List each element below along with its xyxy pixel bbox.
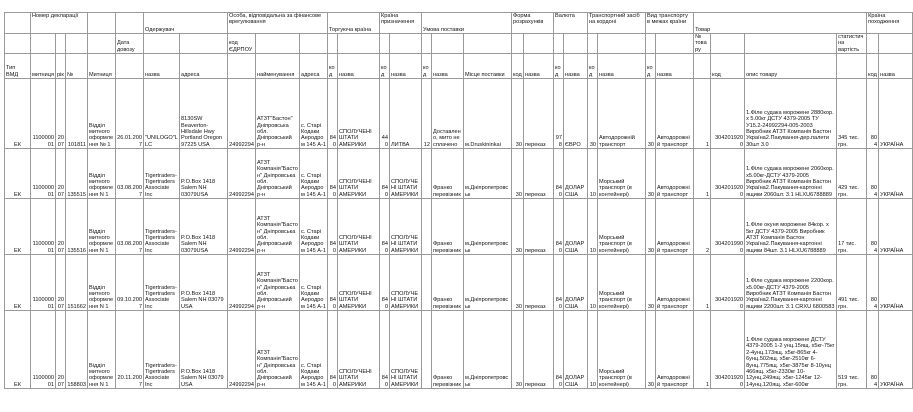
cell-ti-code: 30 (646, 79, 656, 149)
cell-tb-code: 10 (588, 255, 598, 311)
cell-origin-code: 804 (867, 311, 879, 389)
cell-trade-code: 840 (328, 311, 338, 389)
cell-desc: 1.Філе судака морожене 2880кор. х 5.00кг ДСТУ 4379-2005 ТУ У15.2-24992294-005-2003 Виробник АТЗТ Компанія Бастон Україна2.Пакування-дер.палети 30шт 3.0 (745, 79, 837, 149)
cell-no: 151662 (66, 255, 88, 311)
number-header: № (66, 54, 88, 79)
cell-consignee: Tigertraders-Tigertraders Associate Inc (144, 199, 180, 255)
origin-country-header: Країна походження (867, 13, 913, 34)
cell-year: 2007 (56, 199, 66, 255)
table-row (5, 255, 913, 311)
cell-date: 26.01.2007 (116, 79, 144, 149)
cell-trade-code: 840 (328, 199, 338, 255)
cell-ti-name: Автодорожній транспорт (656, 79, 694, 149)
cell-no: 135515 (66, 149, 88, 199)
cell-place: м.Дніпропетровськ (464, 311, 512, 389)
cell-date: 09.10.2007 (116, 255, 144, 311)
cell-place: м.Druskininkai (464, 79, 512, 149)
cell-desc: 1.Філе окуня морожене 84кор. х 5кг ДСТУ 4379-2005 Виробник АТЗТ Компанія Бастон Україна2.Пакування-картонні ящики 84шт. 3.1 HLXU6788889 (745, 199, 837, 255)
cell-office: Відділ митного оформле ння N 1 (88, 149, 116, 199)
cell-desc: 1.Філе судака морожене 2060кор. х5.00кг-ДСТУ 4379-2005 Виробник АТЗТ Компанія Бастон Україна2.Пакування-картонні ящики 2060шт. 3.1 HLXU6788889 (745, 149, 837, 199)
cell-dest-code: 840 (380, 149, 390, 199)
cell-tb-name: Автодорожній транспорт (598, 79, 646, 149)
cell-consignee-addr: P.O.Box 1418 Salem NH 03079USA (180, 149, 228, 199)
cell-pay-code: 30 (512, 79, 524, 149)
cell-customs: 110000001 (31, 199, 56, 255)
cell-consignee-addr: 8130SW Beaverton-Hillsdale Hwy Portland Oregon 97225 USA (180, 79, 228, 149)
cell-goods-no: 1 (694, 255, 711, 311)
consignee-header: Одержувач (144, 13, 228, 34)
cell-pay-code: 30 (512, 149, 524, 199)
cell-pay-name: переказ (524, 199, 554, 255)
cell-type: ЕК (5, 311, 31, 389)
cell-trade-name: СПОЛУЧЕНІ ШТАТИ АМЕРИКИ (338, 79, 380, 149)
cell-ti-name: Автодорожній транспорт (656, 255, 694, 311)
cell-cur-name: ДОЛАР США (564, 149, 588, 199)
cell-dest-name: ЛИТВА (390, 79, 422, 149)
cell-trade-name: СПОЛУЧЕНІ ШТАТИ АМЕРИКИ (338, 199, 380, 255)
cell-cur-name: ДОЛАР США (564, 199, 588, 255)
cell-stat: 491 тис. грн. (837, 255, 867, 311)
delivery-place-header: Місце поставки (464, 54, 512, 79)
cell-fin-addr: с. Старі Кодаки Аеродром 145 А-1 (300, 79, 328, 149)
year-header: рік (56, 54, 66, 79)
fin-name-header: найменування (256, 54, 300, 79)
cell-terms-name: Франко перевізник (432, 149, 464, 199)
cell-dest-name: СПОЛУЧЕНІ ШТАТИ АМЕРИКИ (390, 149, 422, 199)
dest-name-header: назва (390, 54, 422, 79)
cell-trade-name: СПОЛУЧЕНІ ШТАТИ АМЕРИКИ (338, 149, 380, 199)
cell-terms-code: 12 (422, 79, 432, 149)
cell-customs: 110000001 (31, 255, 56, 311)
cell-edrpou: 24992294 (228, 255, 256, 311)
cell-ti-name: Автодорожній транспорт (656, 149, 694, 199)
table-row (5, 311, 913, 389)
cell-goods-no: 2 (694, 199, 711, 255)
cell-office: Відділ митного оформле ння N 1 (88, 311, 116, 389)
cell-desc: 1.Філе судака морожене ДСТУ 4379-2005 1-2 унц.15ящ. х5кг-75кг 2-4унц.173ящ. х5кг-865кг 4-6унц.502ящ. х5кг-2510кг 6-8унц.775ящ. х5кг-3875кг 8-10унц 466ящ. х5кг-2330кг 10-12унц.249ящ. х5кг-1245кг 12-14унц.120ящ. х5кг-600кг (745, 311, 837, 389)
goods-number-header: № товару (694, 34, 711, 54)
cell-place: м.Дніпропетровськ (464, 255, 512, 311)
cell-origin-name: УКРАЇНА (879, 149, 913, 199)
cell-edrpou: 24992294 (228, 311, 256, 389)
goods-code-header: код (711, 54, 745, 79)
cell-cur-name: ДОЛАР США (564, 255, 588, 311)
cell-goods-code: 3042019200 (711, 311, 745, 389)
cell-trade-code: 840 (328, 79, 338, 149)
customs-declarations-sheet (4, 12, 904, 389)
cell-year: 2007 (56, 255, 66, 311)
cell-trade-name: СПОЛУЧЕНІ ШТАТИ АМЕРИКИ (338, 255, 380, 311)
date-header: Дата довозу (116, 34, 144, 54)
terms-code-header: код (422, 54, 432, 79)
table-header (5, 13, 913, 79)
currency-header: Валюта (554, 13, 588, 34)
cell-terms-name: Франко перевізник (432, 255, 464, 311)
cell-consignee: "UNILOGO"LLC (144, 79, 180, 149)
origin-code-header: код (867, 54, 879, 79)
stat-value-header: статистична вартість (837, 34, 867, 54)
cell-office: Відділ митного оформле ння N 1 (88, 255, 116, 311)
cell-dest-name: СПОЛУЧЕНІ ШТАТИ АМЕРИКИ (390, 199, 422, 255)
goods-header: Товар (694, 13, 867, 34)
cell-cur-name: ЄВРО (564, 79, 588, 149)
trade-code-header: код (328, 54, 338, 79)
cell-trade-name: СПОЛУЧЕНІ ШТАТИ АМЕРИКИ (338, 311, 380, 389)
cell-fin-name: АТЗТ Компанія"Бастон" Дніпровська обл. Дніпровський р-н (256, 311, 300, 389)
cell-goods-code: 3042019200 (711, 149, 745, 199)
cell-origin-code: 804 (867, 199, 879, 255)
cell-origin-code: 804 (867, 255, 879, 311)
table-body (5, 79, 913, 389)
cell-terms-name: Франко перевізник (432, 311, 464, 389)
cell-customs: 110000001 (31, 79, 56, 149)
origin-name-header: назва (879, 54, 913, 79)
cell-origin-name: УКРАЇНА (879, 199, 913, 255)
cell-pay-name: переказ (524, 311, 554, 389)
cell-office: Відділ митного оформле ння № 1 (88, 79, 116, 149)
cell-fin-name: АТЗТ Компанія"Бастон" Дніпровська обл. Дніпровський р-н (256, 149, 300, 199)
cell-edrpou: 24992294 (228, 199, 256, 255)
cell-ti-name: Автодорожній транспорт (656, 199, 694, 255)
pay-code-header: код (512, 54, 524, 79)
cell-tb-name: Морський транспорт (в контейнері) (598, 311, 646, 389)
cell-origin-name: УКРАЇНА (879, 255, 913, 311)
cell-tb-code: 10 (588, 311, 598, 389)
cell-cur-code: 978 (554, 79, 564, 149)
cell-fin-addr: с. Старі Кодаки Аеродром 145 А-1 (300, 199, 328, 255)
cell-edrpou: 24992294 (228, 149, 256, 199)
cell-consignee: Tigertraders-Tigertraders Associate Inc (144, 311, 180, 389)
cell-customs: 110000001 (31, 311, 56, 389)
dest-code-header: код (380, 54, 390, 79)
cell-terms-code (422, 255, 432, 311)
cell-trade-code: 840 (328, 255, 338, 311)
cell-year: 2007 (56, 79, 66, 149)
cell-dest-code: 840 (380, 311, 390, 389)
cell-no: 158803 (66, 311, 88, 389)
cell-ti-code: 30 (646, 311, 656, 389)
cell-goods-no: 1 (694, 311, 711, 389)
destination-country-header: Країна призначення (380, 13, 422, 34)
cell-tb-name: Морський транспорт (в контейнері) (598, 255, 646, 311)
cell-ti-code: 30 (646, 149, 656, 199)
cell-origin-name: УКРАЇНА (879, 79, 913, 149)
declarations-table (4, 12, 913, 389)
ti-name-header: назва (656, 54, 694, 79)
cell-pay-code: 30 (512, 199, 524, 255)
cell-consignee: Tigertraders-Tigertraders Associate Inc (144, 149, 180, 199)
type-header: Тип ВМД (5, 54, 31, 79)
cell-terms-name: Доставлено, мито не сплачено (432, 79, 464, 149)
cell-ti-name: Автодорожній транспорт (656, 311, 694, 389)
edrpou-header: код ЄДРПОУ (228, 34, 256, 54)
financial-person-header: Особа, відповідальна за фінансове врегулювання (228, 13, 328, 34)
payment-form-header: Форма розрахунків (512, 13, 554, 34)
cell-place: м.Дніпропетровськ (464, 149, 512, 199)
tb-code-header: код (588, 54, 598, 79)
cell-stat: 429 тис. грн. (837, 149, 867, 199)
cell-pay-code: 30 (512, 311, 524, 389)
cell-date: 03.08.2007 (116, 149, 144, 199)
cell-edrpou: 24992294 (228, 79, 256, 149)
cell-cur-code: 840 (554, 255, 564, 311)
cell-origin-code: 804 (867, 149, 879, 199)
ti-code-header: код (646, 54, 656, 79)
table-row (5, 149, 913, 199)
cell-no: 101811 (66, 79, 88, 149)
cell-fin-name: АТЗТ Компанія"Бастон" Дніпровська обл. Дніпровський р-н (256, 255, 300, 311)
cell-fin-addr: с. Старі Кодаки Аеродром 145 А-1 (300, 149, 328, 199)
cell-tb-code: 30 (588, 79, 598, 149)
pay-name-header: назва (524, 54, 554, 79)
cell-dest-code: 840 (380, 199, 390, 255)
cell-tb-code: 10 (588, 149, 598, 199)
cell-fin-addr: с. Старі Кодаки Аеродром 145 А-1 (300, 311, 328, 389)
table-row (5, 199, 913, 255)
cell-pay-code: 30 (512, 255, 524, 311)
cell-fin-name: АТЗТ"Бастон" Дніпровська обл. Дніпровський р-н (256, 79, 300, 149)
cur-code-header: код (554, 54, 564, 79)
consignee-address-header: адреса (180, 54, 228, 79)
cell-goods-code: 3042019200 (711, 255, 745, 311)
cell-dest-name: СПОЛУЧЕНІ ШТАТИ АМЕРИКИ (390, 311, 422, 389)
cur-name-header: назва (564, 54, 588, 79)
cell-terms-code (422, 199, 432, 255)
cell-pay-name: переказ (524, 255, 554, 311)
customs-office-header: Митниця (88, 54, 116, 79)
cell-terms-name: Франко перевізник (432, 199, 464, 255)
cell-cur-code: 840 (554, 311, 564, 389)
cell-goods-no: 1 (694, 79, 711, 149)
cell-dest-name: СПОЛУЧЕНІ ШТАТИ АМЕРИКИ (390, 255, 422, 311)
declaration-number-header: Номер декларації (31, 13, 88, 34)
cell-type: ЕК (5, 255, 31, 311)
cell-fin-name: АТЗТ Компанія"Бастон" Дніпровська обл. Дніпровський р-н (256, 199, 300, 255)
terms-name-header: назва (432, 54, 464, 79)
cell-type: ЕК (5, 149, 31, 199)
transport-border-header: Транспортний засіб на кордоні (588, 13, 646, 34)
table-row (5, 79, 913, 149)
trade-country-header: Торгуюча країна (328, 13, 380, 34)
cell-place: м.Дніпропетровськ (464, 199, 512, 255)
trade-name-header: назва (338, 54, 380, 79)
cell-origin-code: 804 (867, 79, 879, 149)
cell-no: 135516 (66, 199, 88, 255)
cell-goods-no: 1 (694, 149, 711, 199)
cell-goods-code: 3042019900 (711, 199, 745, 255)
cell-trade-code: 840 (328, 149, 338, 199)
delivery-terms-header: Умова поставки (422, 13, 512, 34)
cell-stat: 519 тис. грн. (837, 311, 867, 389)
cell-consignee: Tigertraders-Tigertraders Associate Inc (144, 255, 180, 311)
cell-year: 2007 (56, 311, 66, 389)
cell-desc: 1.Філе судака морожене 2200кор. х5.00кг-ДСТУ 4379-2005 Виробник АТЗТ Компанія Бастон Україна2.Пакування-картонні ящики 2200шт. 3.1 CRXU 6800583 (745, 255, 837, 311)
cell-cur-code: 840 (554, 149, 564, 199)
cell-pay-name: переказ (524, 79, 554, 149)
cell-customs: 110000001 (31, 149, 56, 199)
fin-address-header: адреса (300, 54, 328, 79)
cell-cur-code: 840 (554, 199, 564, 255)
cell-dest-code: 840 (380, 255, 390, 311)
goods-desc-header: опис товару (745, 54, 837, 79)
cell-consignee-addr: P.O.Box 1418 Salem NH 03079 USA (180, 255, 228, 311)
cell-tb-code: 10 (588, 199, 598, 255)
cell-date: 03.08.2007 (116, 199, 144, 255)
cell-consignee-addr: P.O.Box 1418 Salem NH 03079 USA (180, 311, 228, 389)
cell-type: ЕК (5, 79, 31, 149)
tb-name-header: назва (598, 54, 646, 79)
cell-origin-name: УКРАЇНА (879, 311, 913, 389)
cell-cur-name: ДОЛАР США (564, 311, 588, 389)
cell-goods-code: 3042019200 (711, 79, 745, 149)
cell-date: 20.11.2007 (116, 311, 144, 389)
cell-tb-name: Морський транспорт (в контейнері) (598, 199, 646, 255)
cell-terms-code (422, 149, 432, 199)
customs-header: митниця (31, 54, 56, 79)
cell-dest-code: 440 (380, 79, 390, 149)
cell-consignee-addr: P.O.Box 1418 Salem NH 03079USA (180, 199, 228, 255)
cell-fin-addr: с. Старі Кодаки Аеродром 145 А-1 (300, 255, 328, 311)
cell-ti-code: 30 (646, 255, 656, 311)
cell-ti-code: 30 (646, 199, 656, 255)
cell-terms-code (422, 311, 432, 389)
cell-stat: 17 тис. грн. (837, 199, 867, 255)
cell-year: 2007 (56, 149, 66, 199)
cell-office: Відділ митного оформле ння N 1 (88, 199, 116, 255)
cell-type: ЕК (5, 199, 31, 255)
cell-pay-name: переказ (524, 149, 554, 199)
cell-tb-name: Морський транспорт (в контейнері) (598, 149, 646, 199)
cell-stat: 345 тис. грн. (837, 79, 867, 149)
transport-inside-header: Вид транспорту в межах країни (646, 13, 694, 34)
consignee-name-header: назва (144, 54, 180, 79)
